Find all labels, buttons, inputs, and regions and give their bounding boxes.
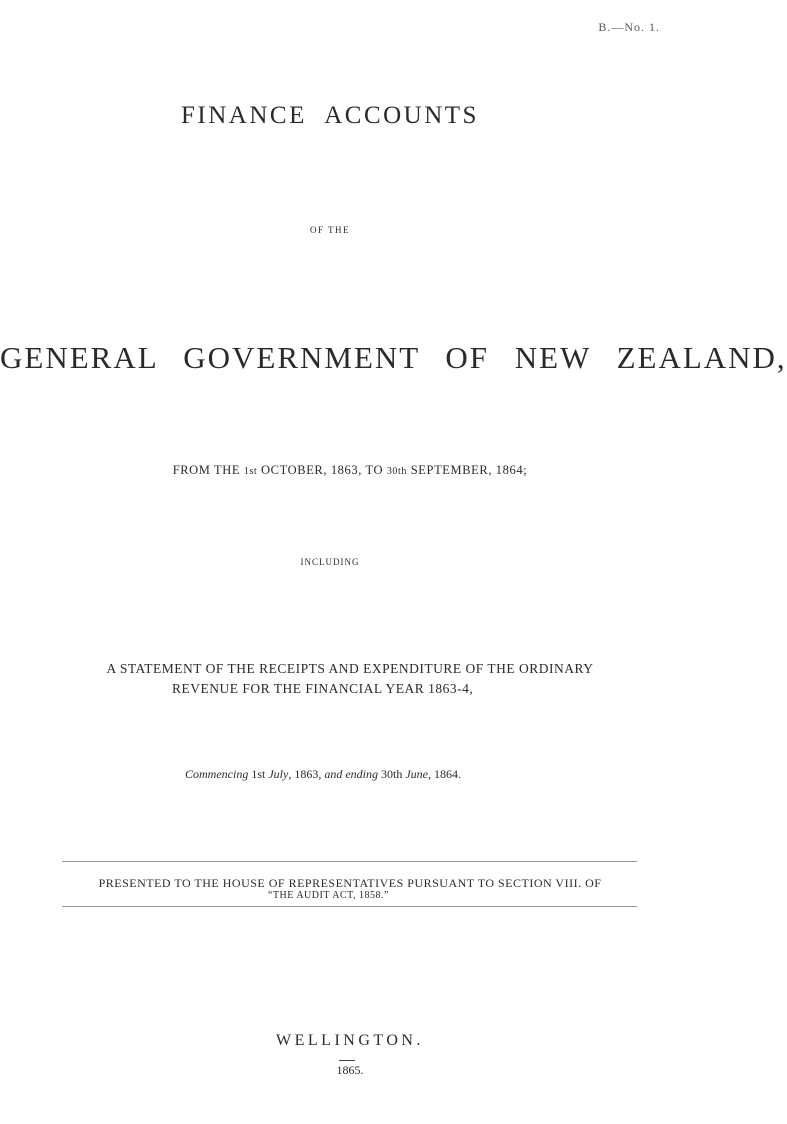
- period-line: [0, 463, 700, 478]
- imprint-dash: [339, 1060, 355, 1061]
- commencing-line: [185, 767, 461, 782]
- commencing-end-month: June: [405, 767, 429, 781]
- period-from-month-year: OCTOBER, 1863, TO: [257, 463, 387, 477]
- document-reference: B.—No. 1.: [598, 20, 660, 34]
- presented-line-2: “THE AUDIT ACT, 1858.”: [268, 890, 389, 901]
- imprint-year: 1865.: [336, 1063, 364, 1077]
- commencing-end-year: , 1864.: [428, 767, 462, 781]
- commencing-start-month: July: [268, 767, 289, 781]
- commencing-start-day: 1st: [248, 767, 269, 781]
- top-rule: [62, 861, 637, 862]
- commencing-start-year: , 1863,: [288, 767, 325, 781]
- statement-line-2: REVENUE FOR THE FINANCIAL YEAR 1863-4,: [172, 681, 474, 696]
- including-line: INCLUDING: [300, 557, 360, 567]
- document-title: FINANCE ACCOUNTS: [181, 102, 479, 129]
- government-heading: GENERAL GOVERNMENT OF NEW ZEALAND,: [0, 340, 787, 375]
- period-to-day: 30th: [386, 466, 407, 477]
- statement-line-1: A STATEMENT OF THE RECEIPTS AND EXPENDITURE OF THE ORDINARY: [106, 661, 594, 676]
- commencing-word: Commencing: [185, 767, 249, 781]
- period-from-prefix: FROM THE: [172, 463, 244, 477]
- period-from-day: 1st: [243, 466, 258, 477]
- imprint-place: WELLINGTON.: [276, 1032, 424, 1049]
- commencing-and-ending: and ending: [324, 767, 379, 781]
- period-to-month-year: SEPTEMBER, 1864;: [407, 463, 528, 477]
- presented-line-1: PRESENTED TO THE HOUSE OF REPRESENTATIVES PURSUANT TO SECTION VIII. OF: [98, 876, 602, 890]
- of-the-line: OF THE: [309, 225, 351, 235]
- commencing-end-day: 30th: [378, 767, 406, 781]
- bottom-rule: [62, 906, 637, 907]
